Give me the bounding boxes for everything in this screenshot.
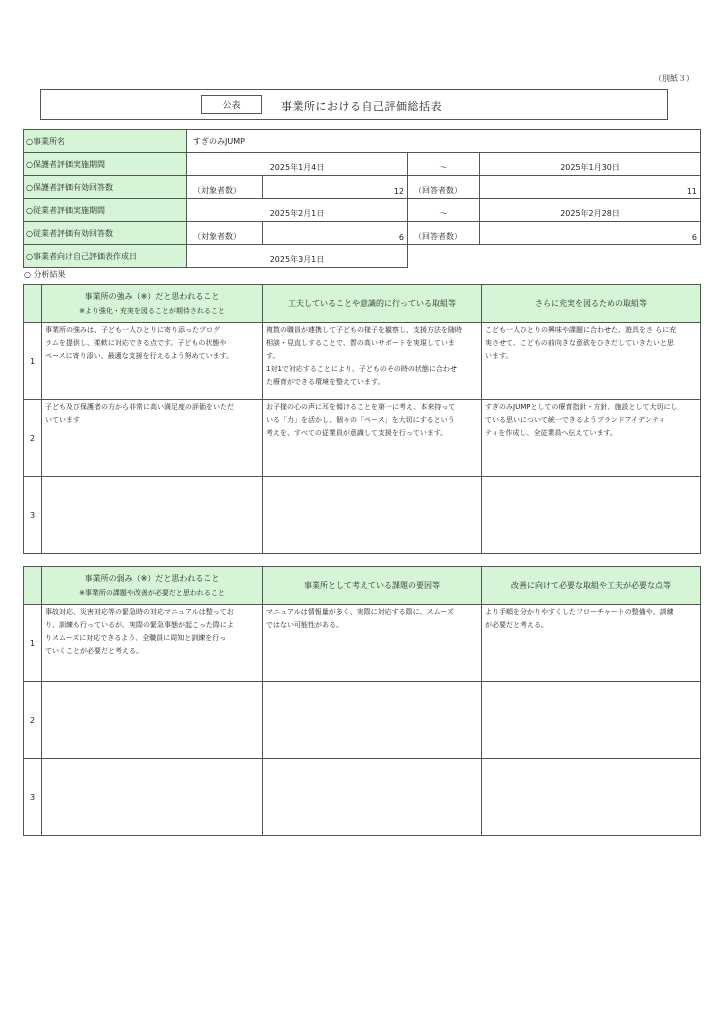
staff-period-label: ○従業者評価実施期間 (24, 199, 187, 222)
guardian-valid-label: ○保護者評価有効回答数 (24, 176, 187, 199)
office-name-label: ○事業所名 (24, 130, 187, 153)
strength-cell: 事業所の強みは、子ども一人ひとりに寄り添ったプログ ラムを提供し、柔軟に対応できる点です。子どもの状態や ペースに寄り添い、最適な支援を行えるよう努めています。 (42, 323, 263, 400)
staff-target-count: 6 (263, 222, 408, 245)
staff-respondent-label: （回答者数） (408, 222, 480, 245)
cause-cell (263, 682, 482, 759)
info-row-staff-count (24, 222, 701, 245)
staff-valid-label: ○従業者評価有効回答数 (24, 222, 187, 245)
cause-cell: マニュアルは情報量が多く、実際に対応する際に、スムーズ ではない可能性がある。 (263, 605, 482, 682)
weaknesses-header-col3: 改善に向けて必要な取組や工夫が必要な点等 (482, 567, 701, 605)
enhancement-cell: すぎのみJUMPとしての療育指針・方針、施設として大切にし ている思いについて統一できるようブランドアイデンティ ティを作成し、全従業員へ伝えています。 (482, 400, 701, 477)
enhancement-cell: こども一人ひとりの興味や課題に合わせた、遊具をさ らに充 実させて、こどもの前向きな意欲をひきだしていきたいと思 います。 (482, 323, 701, 400)
weaknesses-header-col1 (42, 567, 263, 605)
info-row-guardian-period (24, 153, 701, 176)
effort-cell: 複数の職員が連携して子どもの様子を観察し、支援方法を随時 相談・見直しすることで、質の高いサポートを実現していま す。 1対1で対応することにより、子どものその時の状態に合わせ た療育ができる環境を整えています。 (263, 323, 482, 400)
strength-cell (42, 477, 263, 554)
annex-label: （別紙３） (654, 74, 694, 83)
improvement-cell: より手順を分かりやすくしたフローチャートの整備や、訓練 が必要だと考える。 (482, 605, 701, 682)
cause-cell (263, 759, 482, 836)
row-number: 3 (24, 477, 42, 554)
staff-target-label: （対象者数） (187, 222, 263, 245)
guardian-target-count: 12 (263, 176, 408, 199)
info-table (23, 129, 701, 268)
effort-cell: お子様の心の声に耳を傾けることを第一に考え、本来持って いる「力」を活かし、個々の「ペース」を大切にするという 考えを、すべての従業員が意識して支援を行っています。 (263, 400, 482, 477)
weaknesses-table (23, 566, 701, 836)
guardian-respondent-count: 11 (480, 176, 701, 199)
strengths-header-col2: 工夫していることや意識的に行っている取組等 (263, 285, 482, 323)
info-row-staff-period (24, 199, 701, 222)
weaknesses-col1-title: 事業所の弱み（※）だと思われること (84, 573, 220, 583)
weakness-cell (42, 682, 263, 759)
weaknesses-header-col2: 事業所として考えている課題の要因等 (263, 567, 482, 605)
effort-cell (263, 477, 482, 554)
table-row (24, 759, 701, 836)
info-row-guardian-count (24, 176, 701, 199)
public-label: 公表 (201, 95, 262, 114)
created-date-value: 2025年3月1日 (187, 245, 408, 268)
staff-period-end: 2025年2月28日 (480, 199, 701, 222)
table-row (24, 605, 701, 682)
strengths-col1-note: ※より強化・充実を図ることが期待されること (79, 306, 225, 315)
improvement-cell (482, 682, 701, 759)
strengths-col1-title: 事業所の強み（※）だと思われること (84, 291, 220, 301)
strengths-table (23, 284, 701, 554)
row-number: 3 (24, 759, 42, 836)
title-box (40, 89, 668, 120)
weakness-cell (42, 759, 263, 836)
strengths-header-col3: さらに充実を図るための取組等 (482, 285, 701, 323)
guardian-period-label: ○保護者評価実施期間 (24, 153, 187, 176)
analysis-label: ○ 分析結果 (24, 270, 66, 279)
strengths-header-row (24, 285, 701, 323)
strength-cell: 子ども及び保護者の方から非常に高い満足度の評価をいただ いています (42, 400, 263, 477)
weaknesses-header-num (24, 567, 42, 605)
staff-period-start: 2025年2月1日 (187, 199, 408, 222)
created-date-label: ○事業者向け自己評価表作成日 (24, 245, 187, 268)
weaknesses-header-row (24, 567, 701, 605)
created-blank (408, 245, 701, 268)
table-row (24, 400, 701, 477)
row-number: 2 (24, 400, 42, 477)
table-row (24, 477, 701, 554)
strengths-header-col1 (42, 285, 263, 323)
weaknesses-col1-note: ※事業所の課題や改善が必要だと思われること (79, 588, 225, 597)
row-number: 1 (24, 605, 42, 682)
guardian-respondent-label: （回答者数） (408, 176, 480, 199)
improvement-cell (482, 759, 701, 836)
guardian-period-end: 2025年1月30日 (480, 153, 701, 176)
staff-period-separator: ～ (408, 199, 480, 222)
row-number: 2 (24, 682, 42, 759)
table-row (24, 682, 701, 759)
office-name-value: すぎのみJUMP (187, 130, 701, 153)
row-number: 1 (24, 323, 42, 400)
enhancement-cell (482, 477, 701, 554)
guardian-target-label: （対象者数） (187, 176, 263, 199)
info-row-office (24, 130, 701, 153)
weakness-cell: 事故対応、災害対応等の緊急時の対応マニュアルは整ってお り、訓練も行っているが、実際の緊急事態が起こった際によ りスムーズに対応できるよう、全職員に周知と訓練を行っ ていくことが必要だと考える。 (42, 605, 263, 682)
staff-respondent-count: 6 (480, 222, 701, 245)
page-title: 事業所における自己評価総括表 (281, 100, 442, 113)
info-row-created (24, 245, 701, 268)
guardian-period-start: 2025年1月4日 (187, 153, 408, 176)
guardian-period-separator: ～ (408, 153, 480, 176)
table-row (24, 323, 701, 400)
strengths-header-num (24, 285, 42, 323)
